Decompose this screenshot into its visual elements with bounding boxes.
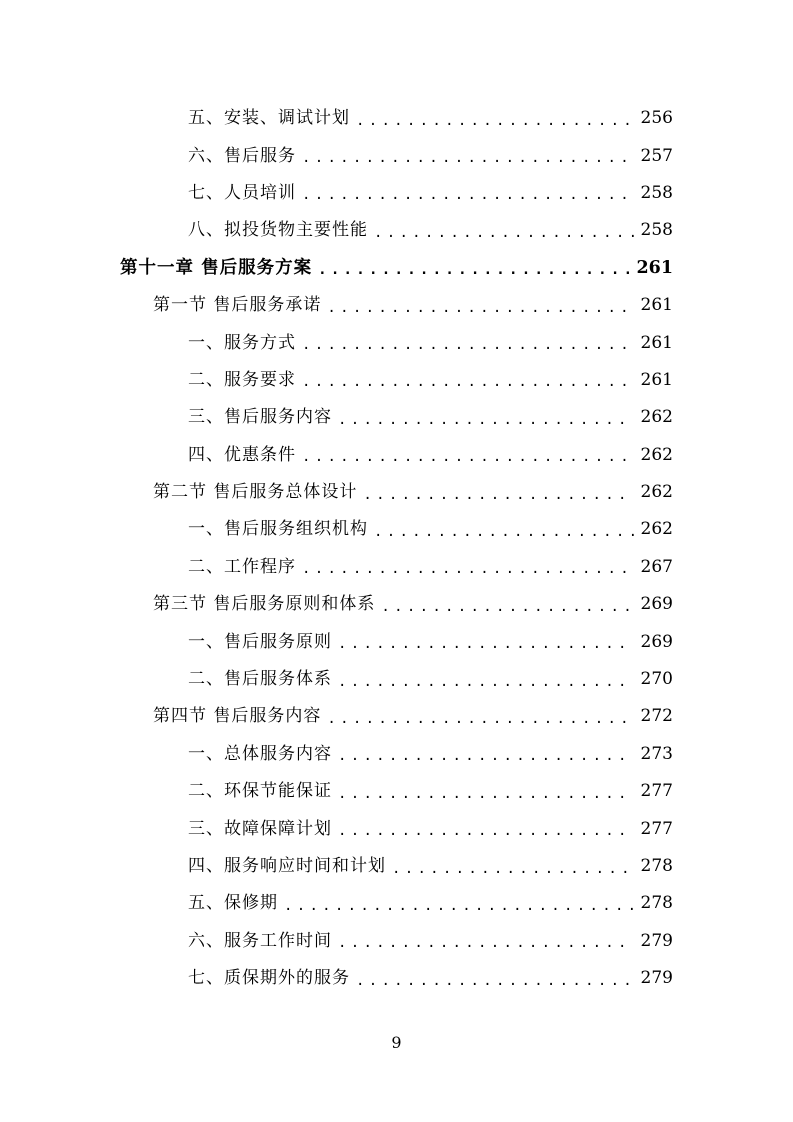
toc-entry-page: 272 — [640, 706, 673, 727]
toc-dot-leader — [302, 188, 634, 202]
toc-entry-item[interactable] — [0, 549, 793, 586]
toc-entry-title: 四、优惠条件 — [188, 444, 296, 465]
toc-entry-page: 261 — [640, 369, 673, 390]
toc-entry-title: 五、安装、调试计划 — [188, 108, 350, 129]
toc-dot-leader — [374, 226, 634, 240]
toc-entry-page: 278 — [640, 856, 673, 876]
toc-entry-item[interactable] — [0, 362, 793, 399]
toc-dot-leader — [374, 525, 634, 539]
toc-dot-leader — [302, 375, 634, 389]
toc-dot-leader — [302, 338, 634, 352]
toc-entry-page: 267 — [640, 556, 673, 577]
toc-dot-leader — [284, 899, 634, 913]
toc-entry-title: 第三节 售后服务原则和体系 — [153, 594, 376, 615]
toc-entry-section[interactable] — [0, 474, 793, 511]
toc-entry-item[interactable] — [0, 923, 793, 960]
toc-entry-title: 第一节 售后服务承诺 — [153, 295, 322, 316]
toc-entry-page: 261 — [636, 257, 673, 278]
toc-entry-title: 一、售后服务原则 — [188, 631, 332, 652]
toc-entry-item[interactable] — [0, 399, 793, 436]
toc-entry-page: 277 — [640, 781, 673, 802]
toc-entry-section[interactable] — [0, 586, 793, 623]
toc-dot-leader — [338, 675, 634, 689]
toc-entry-item[interactable] — [0, 661, 793, 698]
toc-entry-page: 256 — [640, 108, 673, 129]
toc-entry-page: 258 — [640, 182, 673, 203]
toc-dot-leader — [338, 637, 634, 651]
toc-entry-page: 261 — [640, 295, 673, 316]
toc-entry-item[interactable] — [0, 885, 793, 922]
toc-dot-leader — [392, 862, 634, 876]
toc-entry-title: 第二节 售后服务总体设计 — [153, 482, 358, 503]
toc-entry-title: 第十一章 售后服务方案 — [120, 257, 313, 278]
toc-entry-section[interactable] — [0, 287, 793, 324]
toc-entry-page: 279 — [640, 968, 673, 989]
toc-dot-leader — [327, 301, 634, 315]
toc-entry-title: 四、服务响应时间和计划 — [188, 856, 386, 876]
toc-dot-leader — [338, 749, 634, 763]
toc-entry-title: 七、质保期外的服务 — [188, 968, 350, 989]
toc-entry-item[interactable] — [0, 623, 793, 660]
toc-entry-item[interactable] — [0, 960, 793, 997]
toc-entry-title: 一、售后服务组织机构 — [188, 519, 368, 540]
toc-entry-title: 六、服务工作时间 — [188, 930, 332, 951]
table-of-contents — [0, 100, 793, 997]
toc-dot-leader — [363, 488, 634, 502]
toc-dot-leader — [338, 936, 634, 950]
toc-dot-leader — [338, 413, 634, 427]
toc-entry-page: 262 — [640, 444, 673, 465]
toc-dot-leader — [356, 974, 634, 988]
toc-entry-page: 277 — [640, 818, 673, 839]
toc-entry-title: 五、保修期 — [188, 893, 278, 914]
toc-entry-item[interactable] — [0, 511, 793, 548]
page-number: 9 — [391, 1033, 402, 1052]
toc-entry-page: 261 — [640, 332, 673, 353]
toc-entry-item[interactable] — [0, 810, 793, 847]
toc-entry-page: 262 — [640, 519, 673, 540]
toc-entry-page: 278 — [640, 893, 673, 914]
toc-dot-leader — [302, 450, 634, 464]
toc-entry-title: 二、工作程序 — [188, 556, 296, 577]
toc-entry-page: 279 — [640, 930, 673, 951]
toc-entry-page: 258 — [640, 220, 673, 241]
toc-entry-title: 二、售后服务体系 — [188, 669, 332, 690]
toc-entry-item[interactable] — [0, 848, 793, 885]
toc-entry-title: 七、人员培训 — [188, 182, 296, 203]
toc-entry-page: 262 — [640, 407, 673, 428]
toc-entry-item[interactable] — [0, 324, 793, 361]
toc-entry-item[interactable] — [0, 773, 793, 810]
toc-entry-item[interactable] — [0, 100, 793, 137]
toc-dot-leader — [302, 562, 634, 576]
toc-entry-chapter[interactable] — [0, 250, 793, 287]
toc-entry-title: 二、环保节能保证 — [188, 781, 332, 802]
toc-entry-item[interactable] — [0, 212, 793, 249]
toc-entry-page: 269 — [640, 594, 673, 615]
toc-dot-leader — [302, 151, 634, 165]
toc-entry-section[interactable] — [0, 698, 793, 735]
toc-entry-title: 二、服务要求 — [188, 369, 296, 390]
toc-entry-title: 三、故障保障计划 — [188, 818, 332, 839]
toc-entry-page: 262 — [640, 482, 673, 503]
toc-entry-title: 第四节 售后服务内容 — [153, 706, 322, 727]
toc-entry-title: 六、售后服务 — [188, 145, 296, 166]
toc-entry-page: 270 — [640, 669, 673, 690]
toc-entry-title: 八、拟投货物主要性能 — [188, 220, 368, 241]
toc-dot-leader — [338, 787, 634, 801]
toc-entry-item[interactable] — [0, 175, 793, 212]
toc-entry-page: 269 — [640, 631, 673, 652]
toc-dot-leader — [318, 263, 630, 277]
toc-entry-item[interactable] — [0, 736, 793, 773]
toc-dot-leader — [381, 600, 634, 614]
toc-entry-item[interactable] — [0, 437, 793, 474]
toc-entry-title: 一、服务方式 — [188, 332, 296, 353]
toc-entry-page: 257 — [640, 145, 673, 166]
toc-entry-title: 三、售后服务内容 — [188, 407, 332, 428]
toc-entry-page: 273 — [640, 743, 673, 764]
toc-entry-title: 一、总体服务内容 — [188, 743, 332, 764]
toc-dot-leader — [338, 824, 634, 838]
toc-dot-leader — [327, 712, 634, 726]
toc-entry-item[interactable] — [0, 137, 793, 174]
toc-dot-leader — [356, 114, 634, 128]
